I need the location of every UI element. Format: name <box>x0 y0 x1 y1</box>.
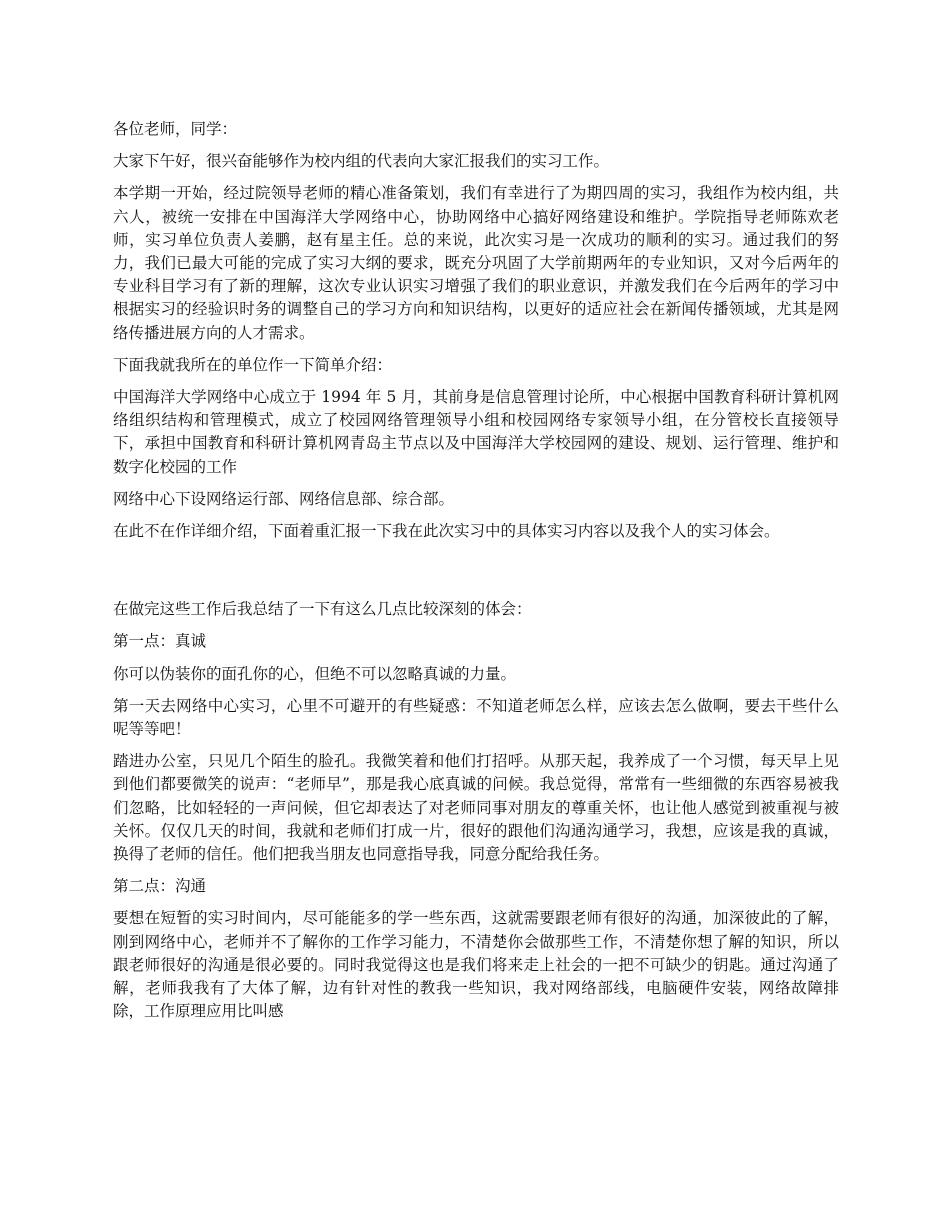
transition-paragraph: 在此不在作详细介绍，下面着重汇报一下我在此次实习中的具体实习内容以及我个人的实习体会。 <box>113 522 780 541</box>
office-paragraph: 踏进办公室，只见几个陌生的脸孔。我微笑着和他们打招呼。从那天起，我养成了一个习惯，每天早上见到他们都要微笑的说声：“老师早”，那是我心底真诚的问候。我总觉得，常常有一些细微的东西容易被我们忽略，比如轻轻的一声问候，但它却表达了对老师同事对朋友的尊重关怀，也让他人感觉到被重视与被关怀。仅仅几天的时间，我就和老师们打成一片，很好的跟他们沟通沟通学习，我想，应该是我的真诚，换得了老师的信任。他们把我当朋友也同意指导我，同意分配给我任务。 <box>113 752 839 864</box>
first-day-paragraph: 第一天去网络中心实习，心里不可避开的有些疑惑：不知道老师怎么样，应该去怎么做啊，要去干些什么呢等等吧！ <box>113 696 839 739</box>
unit-intro-lead-paragraph: 下面我就我所在的单位作一下简单介绍： <box>113 355 393 374</box>
point-two-heading: 第二点：沟通 <box>113 877 207 896</box>
opening-paragraph: 大家下午好，很兴奋能够作为校内组的代表向大家汇报我们的实习工作。 <box>113 152 610 171</box>
internship-overview-paragraph: 本学期一开始，经过院领导老师的精心准备策划，我们有幸进行了为期四周的实习，我组作为校内组，共六人，被统一安排在中国海洋大学网络中心，协助网络中心搞好网络建设和维护。学院指导老师陈欢老师，实习单位负责人姜鹏，赵有星主任。总的来说，此次实习是一次成功的顺利的实习。通过我们的努力，我们已最大可能的完成了实习大纲的要求，既充分巩固了大学前期两年的专业知识，又对今后两年的专业科目学习有了新的理解，这次专业认识实习增强了我们的职业意识，并激发我们在今后两年的学习中根据实习的经验识时务的调整自己的学习方向和知识结构，以更好的适应社会在新闻传播领域，尤其是网络传播进展方向的人才需求。 <box>113 184 839 342</box>
sincerity-quote-paragraph: 你可以伪装你的面孔你的心，但绝不可以忽略真诚的力量。 <box>113 664 517 683</box>
network-center-paragraph: 中国海洋大学网络中心成立于 1994 年 5 月，其前身是信息管理讨论所，中心根据中国教育科研计算机网络组织结构和管理模式，成立了校园网络管理领导小组和校园网络专家领导小组，在分管校长直接领导下，承担中国教育和科研计算机网青岛主节点以及中国海洋大学校园网的建设、规划、运行管理、维护和数字化校园的工作 <box>113 388 839 476</box>
communication-paragraph: 要想在短暂的实习时间内，尽可能能多的学一些东西，这就需要跟老师有很好的沟通，加深彼此的了解，刚到网络中心，老师并不了解你的工作学习能力，不清楚你会做那些工作，不清楚你想了解的知识，所以跟老师很好的沟通是很必要的。同时我觉得这也是我们将来走上社会的一把不可缺少的钥匙。通过沟通了解，老师我我有了大体了解，边有针对性的教我一些知识，我对网络部线，电脑硬件安装，网络故障排除，工作原理应用比叫感 <box>113 909 839 1021</box>
point-one-heading: 第一点：真诚 <box>113 632 207 651</box>
summary-lead-paragraph: 在做完这些工作后我总结了一下有这么几点比较深刻的体会： <box>113 600 532 619</box>
document-page <box>113 118 839 1033</box>
section-gap <box>113 552 839 598</box>
greeting-paragraph: 各位老师，同学： <box>113 120 238 138</box>
departments-paragraph: 网络中心下设网络运行部、网络信息部、综合部。 <box>113 489 455 508</box>
